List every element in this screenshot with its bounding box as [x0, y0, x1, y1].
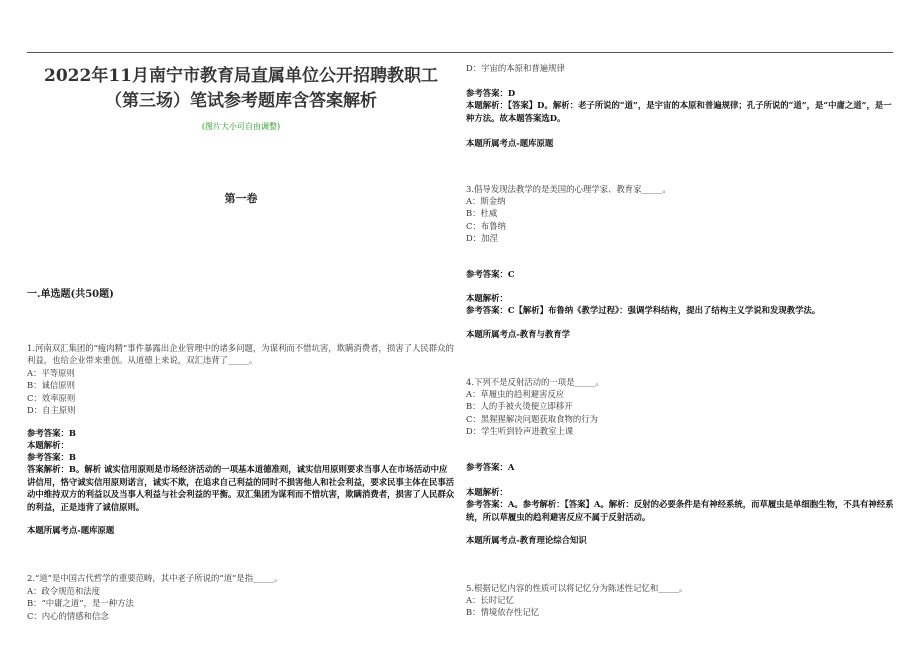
question-3-option-d: D：加涅	[466, 232, 498, 243]
doc-title-line1: 2022年11月南宁市教育局直属单位公开招聘教职工	[44, 66, 438, 86]
question-2-option-b: B：“中庸之道”，是一种方法	[27, 598, 134, 609]
question-4-text: 4.下列不是反射活动的一项是_____。	[466, 377, 604, 387]
question-2-answer: 参考答案：D	[466, 88, 516, 98]
volume-heading: 第一卷	[224, 192, 258, 205]
question-4-options	[466, 388, 598, 437]
question-5-option-a: A：长时记忆	[466, 595, 514, 605]
question-3-option-a: A：斯金纳	[466, 196, 506, 206]
question-4-point: 本题所属考点-教育理论综合知识	[466, 535, 587, 545]
question-4-analysis: 参考答案：A。参考解析：【答案】A。解析：反射的必要条件是有神经系统，而草履虫是单细胞生物，不具有神经系统，所以草履虫的趋利避害反应不属于反射活动。	[466, 499, 894, 522]
question-1-answer-block	[27, 427, 76, 463]
question-3-analysis-label: 本题解析：	[466, 293, 508, 303]
question-2-option-a: A：政令规范和法度	[27, 586, 101, 596]
question-2-option-d: D：宇宙的本原和普遍规律	[466, 63, 565, 73]
question-2-text: 2.“道”是中国古代哲学的重要范畴，其中老子所说的“道”是指_____。	[27, 573, 283, 583]
question-1-option-b: B：诚信原则	[27, 380, 76, 391]
question-3-analysis: 参考答案：C【解析】布鲁纳《教学过程》：强调学科结构，提出了结构主义学说和发现教学法。	[466, 305, 821, 315]
question-4-answer: 参考答案：A	[466, 462, 515, 472]
question-5-option-b: B：情境依存性记忆	[466, 607, 540, 618]
question-1-answer: 参考答案：B	[27, 428, 76, 438]
question-4-option-a: A：草履虫的趋利避害反应	[466, 389, 565, 399]
question-1-option-c: C：效率原则	[27, 392, 76, 403]
question-1-text: 1.河南双汇集团的“瘦肉精”事件暴露出企业管理中的诸多问题，为谋利而不惜坑害，欺瞒消费者，损害了人民群众的利益，也给企业带来重创。从道德上来说，双汇违背了_____。	[27, 343, 454, 365]
header-rule	[27, 52, 893, 53]
question-1-options	[27, 367, 76, 416]
question-4-option-c: C：黑猩猩解决问题获取食物的行为	[466, 413, 599, 424]
question-2-options	[27, 585, 134, 622]
question-1-option-d: D：自主原则	[27, 404, 76, 415]
doc-title-line2: （第三场）笔试参考题库含答案解析	[105, 91, 377, 111]
question-2-option-c: C：内心的情感和信念	[27, 610, 109, 621]
question-1-analysis: 答案解析：B。解析 诚实信用原则是市场经济活动的一项基本道德准则，诚实信用原则要求当事人在市场活动中应讲信用，恪守诚实信用原则诺言，诚实不欺，在追求自己利益的同时不损害他人和社会利益，要求民事主体在民事活动中维持双方的利益以及当事人利益与社会利益的平衡。双汇集团为谋利而不惜坑害，欺瞒消费者，损害了人民群众的利益，正是违背了诚信原则。	[27, 464, 455, 512]
question-1-point: 本题所属考点-题库原题	[27, 525, 115, 535]
question-1-option-a: A：平等原则	[27, 368, 75, 378]
question-4-analysis-label: 本题解析：	[466, 487, 508, 497]
question-4-option-d: D：学生听到铃声进教室上课	[466, 425, 574, 436]
question-5-options	[466, 594, 539, 619]
question-2-analysis: 本题解析：【答案】D。解析：老子所说的“道”，是宇宙的本原和普遍规律；孔子所说的“道”，是“中庸之道”，是一种方法。故本题答案选D。	[466, 100, 892, 123]
question-3-option-b: B：杜威	[466, 208, 498, 219]
question-1-analysis-label: 本题解析：	[27, 440, 69, 450]
question-5-text: 5.根据记忆内容的性质可以将记忆分为陈述性记忆和_____。	[466, 583, 688, 593]
question-4-option-b: B：人的手被火烫便立即移开	[466, 401, 573, 412]
question-3-text: 3.倡导发现法教学的是美国的心理学家、教育家_____。	[466, 184, 671, 194]
question-3-point: 本题所属考点-教育与教育学	[466, 329, 570, 339]
question-3-options	[466, 195, 506, 244]
question-3-answer: 参考答案：C	[466, 269, 515, 279]
section-heading: 一.单选题(共50题)	[27, 289, 114, 300]
question-3-option-c: C：布鲁纳	[466, 220, 506, 231]
doc-subnote: (图片大小可自由调整)	[201, 122, 281, 131]
question-2-point: 本题所属考点-题库原题	[466, 138, 554, 148]
question-1-answer-repeat: 参考答案：B	[27, 452, 76, 462]
